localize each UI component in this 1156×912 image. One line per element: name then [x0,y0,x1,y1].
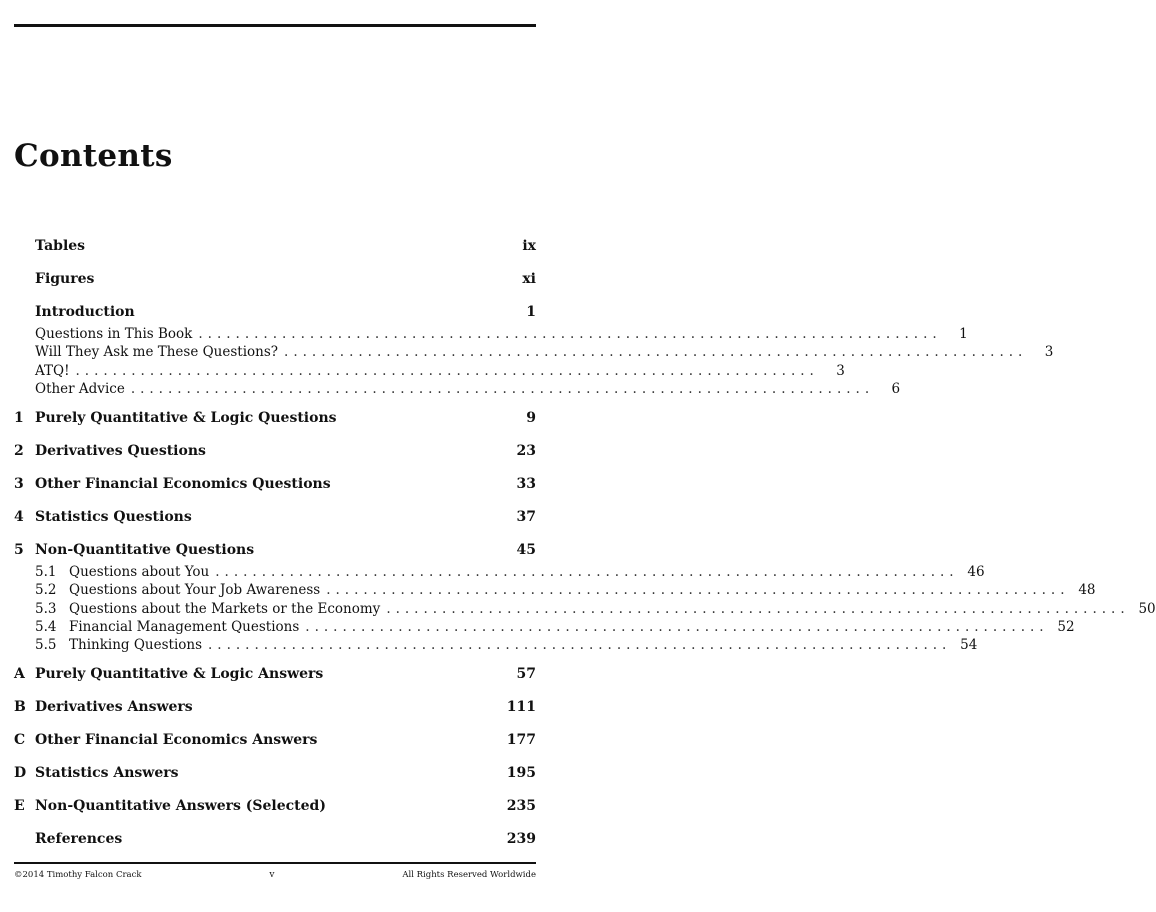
chapter-page-number: ix [522,238,536,254]
chapter-title: Purely Quantitative & Logic Answers [35,666,324,683]
chapter-page-number: 37 [516,509,536,525]
dot-leader: ................................................................................ [208,637,952,653]
chapter-title: Derivatives Answers [35,699,193,716]
toc-chapter-entry [14,666,536,688]
chapter-title: Other Financial Economics Questions [35,476,331,492]
chapter-title: Figures [35,271,95,287]
section-page-number: 46 [967,564,985,580]
section-page-number: 50 [1138,600,1156,617]
chapter-number: E [14,798,25,815]
bottom-rule [14,862,536,864]
section-page-number: 3 [1044,344,1054,361]
section-number: 5.3 [35,600,57,617]
section-number: 5.1 [35,564,57,580]
chapter-number: 5 [14,542,24,558]
chapter-page-number: 177 [506,732,536,749]
footer-page-number: v [269,870,275,880]
page-footer [14,870,536,880]
chapter-number: A [14,666,25,683]
toc-chapter-entry [14,798,536,820]
chapter-number: 2 [14,443,24,459]
section-title: Questions about Your Job Awareness [69,582,321,599]
dot-leader: ................................................................................ [386,600,1130,617]
section-page-number: 1 [959,326,968,342]
section-title: Questions in This Book [35,326,193,342]
dot-leader: ................................................................................ [284,344,1028,361]
section-number: 5.2 [35,582,57,599]
toc-chapter-entry [14,476,536,498]
toc-chapter-entry [14,304,536,326]
chapter-title: Statistics Questions [35,509,192,525]
toc-chapter-entry [14,443,536,465]
chapter-page-number: 111 [506,699,536,716]
chapter-number: C [14,732,26,749]
chapter-title: Tables [35,238,86,254]
footer-copyright: ©2014 Timothy Falcon Crack [14,870,142,880]
chapter-page-number: 23 [516,443,536,459]
chapter-number: 3 [14,476,24,492]
chapter-title: Non-Quantitative Answers (Selected) [35,798,326,815]
toc-section-entry [14,618,1075,637]
chapter-title: Other Financial Economics Answers [35,732,318,749]
toc-section-entry [14,582,1096,600]
dot-leader: ................................................................................ [215,564,959,580]
toc-section-entry [14,564,985,582]
section-title: Questions about the Markets or the Economy [69,600,381,617]
chapter-page-number: 45 [516,542,536,558]
toc-chapter-entry [14,271,536,293]
dot-leader: ................................................................................ [305,618,1049,635]
toc-chapter-entry [14,542,536,564]
chapter-title: Statistics Answers [35,765,179,782]
chapter-title: Introduction [35,304,135,320]
footer-rights: All Rights Reserved Worldwide [402,870,536,880]
page-title: Contents [14,138,173,174]
section-title: Financial Management Questions [69,618,300,635]
toc-chapter-entry [14,765,536,787]
chapter-page-number: 1 [526,304,536,320]
toc-section-entry [14,380,901,399]
toc-chapter-entry [14,831,536,853]
toc-section-entry [14,326,968,344]
chapter-page-number: 239 [506,831,536,848]
chapter-number: 4 [14,509,24,525]
toc-section-entry [14,362,845,381]
chapter-page-number: 9 [526,410,536,426]
section-number: 5.4 [35,618,57,635]
section-page-number: 52 [1057,618,1075,635]
toc-section-entry [14,600,1156,619]
chapter-number: 1 [14,410,24,426]
section-page-number: 54 [960,637,978,653]
chapter-page-number: 33 [516,476,536,492]
section-title: Other Advice [35,380,125,397]
dot-leader: ................................................................................ [75,362,819,379]
chapter-number: B [14,699,26,716]
toc-section-entry [14,344,1054,362]
section-number: 5.5 [35,637,57,653]
section-page-number: 48 [1078,582,1096,599]
toc-section-entry [14,637,978,655]
toc-chapter-entry [14,732,536,754]
table-of-contents [14,238,1156,853]
chapter-page-number: 235 [506,798,536,815]
chapter-number: D [14,765,27,782]
dot-leader: ................................................................................ [130,380,875,397]
dot-leader: ................................................................................ [326,582,1070,599]
dot-leader: ................................................................................ [198,326,942,342]
section-title: ATQ! [35,362,70,379]
toc-chapter-entry [14,238,536,260]
section-title: Questions about You [69,564,210,580]
section-title: Thinking Questions [69,637,203,653]
toc-chapter-entry [14,699,536,721]
chapter-title: Purely Quantitative & Logic Questions [35,410,337,426]
toc-chapter-entry [14,410,536,432]
chapter-title: References [35,831,123,848]
chapter-title: Derivatives Questions [35,443,206,459]
top-rule [14,24,536,27]
chapter-page-number: 195 [506,765,536,782]
chapter-page-number: xi [522,271,536,287]
section-page-number: 3 [836,362,845,379]
chapter-title: Non-Quantitative Questions [35,542,255,558]
toc-chapter-entry [14,509,536,531]
chapter-page-number: 57 [516,666,536,683]
section-title: Will They Ask me These Questions? [35,344,279,361]
section-page-number: 6 [891,380,901,397]
